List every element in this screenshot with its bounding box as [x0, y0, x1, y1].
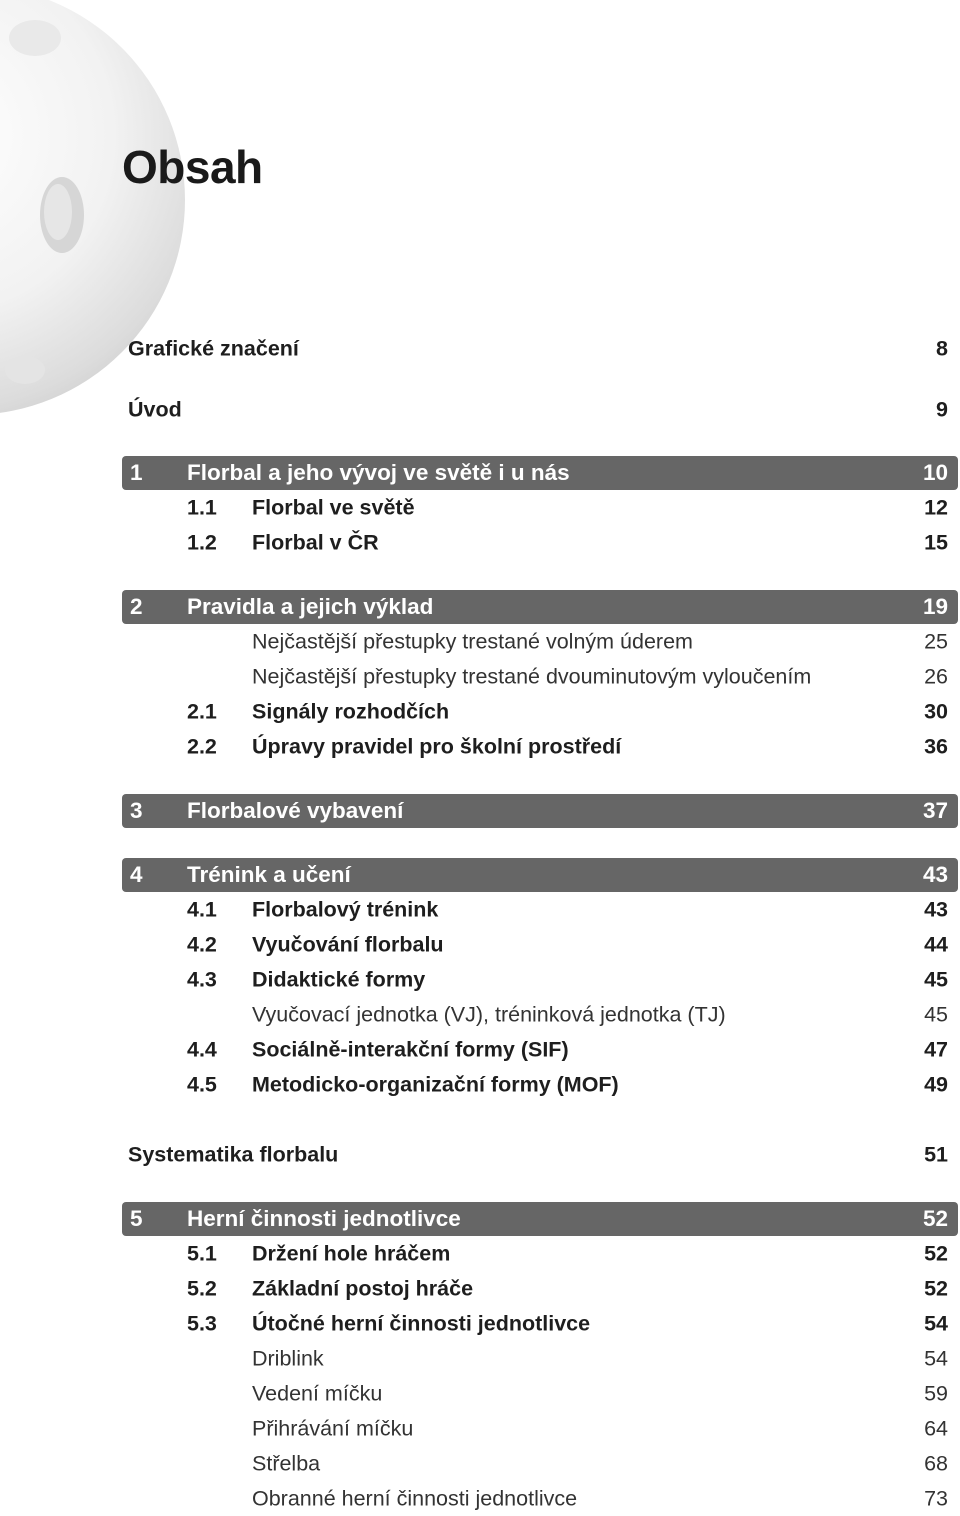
toc-page: 8 [936, 336, 948, 361]
toc-chapter-1[interactable] [122, 456, 958, 490]
toc-subentry[interactable] [122, 1447, 958, 1481]
chapter-page: 52 [922, 1206, 948, 1231]
section-page: 47 [924, 1037, 948, 1062]
subentry-title: Vedení míčku [252, 1381, 383, 1406]
subentry-page: 25 [924, 629, 948, 654]
section-number: 4.2 [187, 932, 217, 957]
chapter-number: 2 [130, 594, 143, 619]
subentry-title: Nejčastější přestupky trestané volným úderem [252, 629, 693, 654]
chapter-title: Trénink a učení [187, 862, 351, 887]
section-number: 2.1 [187, 699, 217, 724]
toc-label: Úvod [128, 397, 182, 422]
chapter-title: Florbalové vybavení [187, 798, 404, 823]
toc-section-4-3[interactable] [122, 963, 958, 997]
chapter-number: 4 [130, 862, 143, 887]
toc-subentry[interactable] [122, 625, 958, 659]
toc-section-2-1[interactable] [122, 695, 958, 729]
section-title: Florbal ve světě [252, 495, 415, 520]
section-title: Didaktické formy [252, 967, 426, 992]
section-number: 2.2 [187, 734, 217, 759]
toc-subentry[interactable] [122, 1412, 958, 1446]
toc-entry-graficke-znaceni[interactable] [122, 332, 958, 366]
section-title: Sociálně-interakční formy (SIF) [252, 1037, 569, 1062]
section-title: Základní postoj hráče [252, 1276, 474, 1301]
section-title: Útočné herní činnosti jednotlivce [252, 1311, 591, 1336]
section-title: Vyučování florbalu [252, 932, 444, 957]
chapter-page: 43 [922, 862, 948, 887]
subentry-title: Vyučovací jednotka (VJ), tréninková jednotka (TJ) [252, 1002, 726, 1027]
page-title: Obsah [122, 141, 263, 193]
section-number: 5.3 [187, 1311, 217, 1336]
section-title: Držení hole hráčem [252, 1241, 451, 1266]
subentry-title: Střelba [252, 1451, 321, 1476]
toc-section-2-2[interactable] [122, 730, 958, 764]
section-title: Florbalový trénink [252, 897, 439, 922]
section-page: 43 [924, 897, 948, 922]
toc-section-5-3[interactable] [122, 1307, 958, 1341]
toc-chapter-2[interactable] [122, 590, 958, 624]
chapter-number: 3 [130, 798, 143, 823]
subentry-page: 59 [924, 1381, 948, 1406]
toc-section-4-4[interactable] [122, 1033, 958, 1067]
subentry-page: 54 [924, 1346, 948, 1371]
section-number: 1.1 [187, 495, 217, 520]
chapter-title: Herní činnosti jednotlivce [187, 1206, 461, 1231]
chapter-number: 5 [130, 1206, 143, 1231]
toc-chapter-5[interactable] [122, 1202, 958, 1236]
section-title: Úpravy pravidel pro školní prostředí [252, 734, 622, 759]
section-title: Metodicko-organizační formy (MOF) [252, 1072, 619, 1097]
toc-subentry[interactable] [122, 1377, 958, 1411]
toc-subentry[interactable] [122, 1482, 958, 1516]
section-page: 44 [924, 932, 948, 957]
toc-subentry[interactable] [122, 998, 958, 1032]
toc-chapter-3[interactable] [122, 794, 958, 828]
section-page: 49 [924, 1072, 948, 1097]
toc-entry-uvod[interactable] [122, 393, 958, 427]
chapter-number: 1 [130, 460, 143, 485]
section-page: 15 [924, 530, 948, 555]
subentry-title: Přihrávání míčku [252, 1416, 414, 1441]
section-page: 54 [924, 1311, 948, 1336]
section-number: 4.4 [187, 1037, 217, 1062]
toc-section-4-1[interactable] [122, 893, 958, 927]
section-number: 4.5 [187, 1072, 217, 1097]
toc-section-4-5[interactable] [122, 1068, 958, 1102]
subentry-page: 68 [924, 1451, 948, 1476]
toc-entry-systematika[interactable] [122, 1138, 958, 1172]
section-page: 45 [924, 967, 948, 992]
chapter-page: 19 [922, 594, 948, 619]
subentry-title: Driblink [252, 1346, 324, 1371]
section-page: 12 [924, 495, 948, 520]
subentry-page: 26 [924, 664, 948, 689]
subentry-page: 73 [924, 1486, 948, 1511]
toc-section-1-2[interactable] [122, 526, 958, 560]
subentry-page: 64 [924, 1416, 948, 1441]
subentry-title: Obranné herní činnosti jednotlivce [252, 1486, 578, 1511]
section-page: 30 [924, 699, 948, 724]
chapter-title: Pravidla a jejich výklad [187, 594, 434, 619]
section-page: 52 [924, 1241, 948, 1266]
section-title: Florbal v ČR [252, 530, 379, 555]
toc-label: Grafické značení [128, 336, 299, 361]
toc-page: 9 [936, 397, 948, 422]
section-number: 5.1 [187, 1241, 217, 1266]
toc-section-4-2[interactable] [122, 928, 958, 962]
section-number: 4.1 [187, 897, 217, 922]
toc-section-5-1[interactable] [122, 1237, 958, 1271]
section-title: Signály rozhodčích [252, 699, 450, 724]
toc-section-5-2[interactable] [122, 1272, 958, 1306]
toc-page: 51 [924, 1142, 948, 1167]
toc-section-1-1[interactable] [122, 491, 958, 525]
chapter-page: 10 [922, 460, 948, 485]
section-number: 5.2 [187, 1276, 217, 1301]
section-page: 52 [924, 1276, 948, 1301]
toc-subentry[interactable] [122, 660, 958, 694]
subentry-title: Nejčastější přestupky trestané dvouminutovým vyloučením [252, 664, 812, 689]
chapter-title: Florbal a jeho vývoj ve světě i u nás [187, 460, 570, 485]
section-number: 4.3 [187, 967, 217, 992]
toc-label: Systematika florbalu [128, 1142, 339, 1167]
subentry-page: 45 [924, 1002, 948, 1027]
chapter-page: 37 [922, 798, 948, 823]
section-number: 1.2 [187, 530, 217, 555]
toc-chapter-4[interactable] [122, 858, 958, 892]
toc-subentry[interactable] [122, 1342, 958, 1376]
section-page: 36 [924, 734, 948, 759]
